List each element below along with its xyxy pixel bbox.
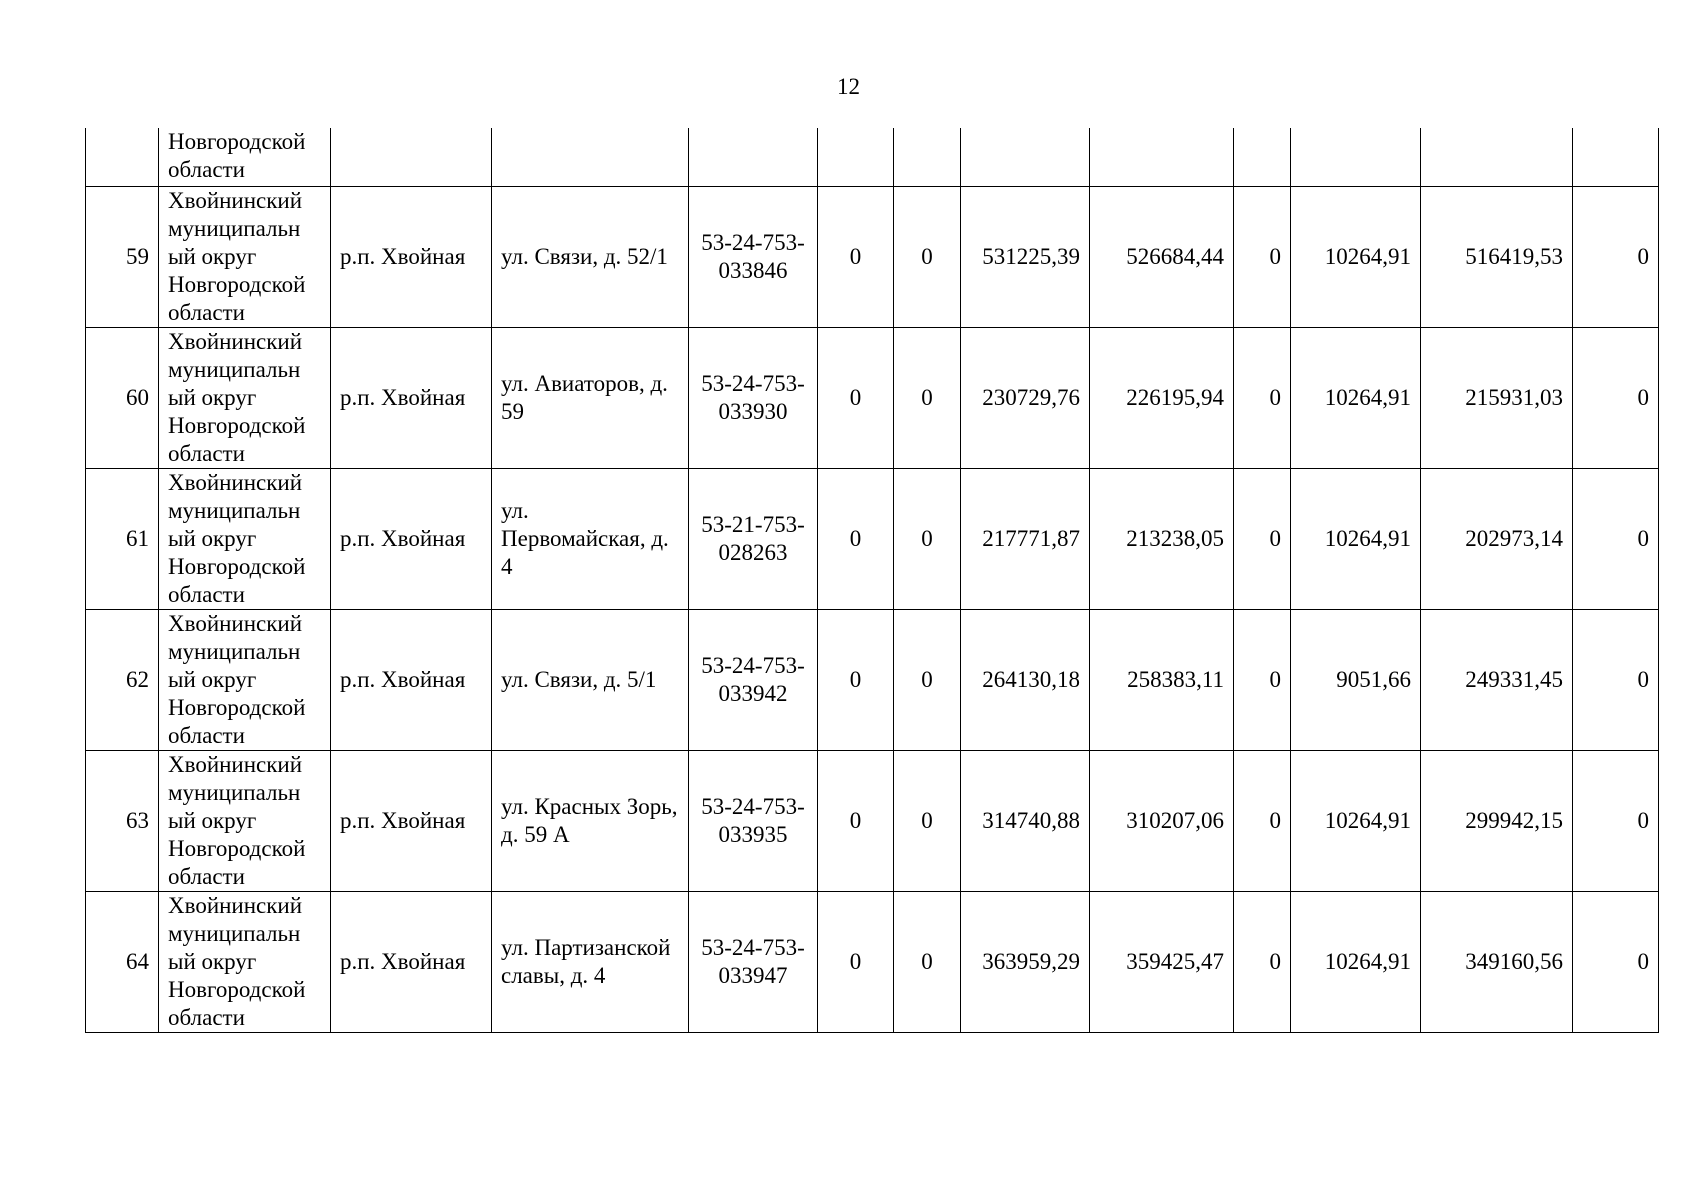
cell-c4: 0 — [1573, 610, 1659, 751]
cell-region — [159, 187, 331, 328]
cell-c1 — [818, 128, 894, 187]
region-line: области — [168, 441, 245, 466]
cell-c1: 0 — [818, 328, 894, 469]
cell-code: 53-24-753-033846 — [689, 187, 818, 328]
cell-v3: 9051,66 — [1291, 610, 1421, 751]
cell-c1: 0 — [818, 610, 894, 751]
cell-no: 64 — [86, 892, 159, 1033]
cell-c1: 0 — [818, 892, 894, 1033]
cell-v2: 310207,06 — [1090, 751, 1234, 892]
data-table — [85, 128, 1659, 1033]
table-row — [86, 469, 1659, 610]
table-row — [86, 328, 1659, 469]
cell-c2: 0 — [894, 469, 961, 610]
region-line: ый округ — [168, 385, 257, 410]
cell-c4 — [1573, 128, 1659, 187]
cell-region — [159, 128, 331, 187]
table-row — [86, 187, 1659, 328]
cell-address: ул. Связи, д. 5/1 — [492, 610, 689, 751]
cell-v4 — [1421, 128, 1573, 187]
region-line: муниципальн — [168, 921, 301, 946]
cell-v2: 226195,94 — [1090, 328, 1234, 469]
cell-c2: 0 — [894, 892, 961, 1033]
cell-c3: 0 — [1234, 187, 1291, 328]
cell-code — [689, 128, 818, 187]
cell-v2 — [1090, 128, 1234, 187]
cell-v1: 217771,87 — [961, 469, 1090, 610]
cell-address: ул. Связи, д. 52/1 — [492, 187, 689, 328]
cell-code: 53-21-753-028263 — [689, 469, 818, 610]
cell-v4: 249331,45 — [1421, 610, 1573, 751]
cell-c4: 0 — [1573, 892, 1659, 1033]
region-line: области — [168, 1005, 245, 1030]
cell-no: 60 — [86, 328, 159, 469]
cell-v2: 213238,05 — [1090, 469, 1234, 610]
cell-c4: 0 — [1573, 751, 1659, 892]
cell-c3: 0 — [1234, 610, 1291, 751]
region-line: области — [168, 864, 245, 889]
region-line: области — [168, 582, 245, 607]
cell-c3: 0 — [1234, 892, 1291, 1033]
cell-region — [159, 328, 331, 469]
cell-v3: 10264,91 — [1291, 751, 1421, 892]
cell-v3: 10264,91 — [1291, 187, 1421, 328]
region-line: муниципальн — [168, 780, 301, 805]
cell-v4: 349160,56 — [1421, 892, 1573, 1033]
region-line: области — [168, 300, 245, 325]
cell-address: ул. Авиаторов, д. 59 — [492, 328, 689, 469]
cell-no: 62 — [86, 610, 159, 751]
cell-v3: 10264,91 — [1291, 469, 1421, 610]
region-line: Новгородской — [168, 977, 306, 1002]
cell-c2 — [894, 128, 961, 187]
cell-v4: 202973,14 — [1421, 469, 1573, 610]
cell-settlement: р.п. Хвойная — [331, 892, 492, 1033]
region-line: Новгородской — [168, 695, 306, 720]
cell-region — [159, 751, 331, 892]
region-line: ый округ — [168, 808, 257, 833]
cell-c3: 0 — [1234, 751, 1291, 892]
region-line: Новгородской — [168, 836, 306, 861]
cell-c3: 0 — [1234, 469, 1291, 610]
cell-v2: 526684,44 — [1090, 187, 1234, 328]
region-line: муниципальн — [168, 216, 301, 241]
cell-address — [492, 128, 689, 187]
region-line: Новгородской — [168, 413, 306, 438]
region-line: муниципальн — [168, 357, 301, 382]
cell-address: ул. Первомайская, д. 4 — [492, 469, 689, 610]
cell-v2: 258383,11 — [1090, 610, 1234, 751]
region-line: Новгородской — [168, 272, 306, 297]
region-line: Новгородской — [168, 129, 306, 154]
cell-v3: 10264,91 — [1291, 892, 1421, 1033]
region-line: Хвойнинский — [168, 893, 303, 918]
region-line: ый округ — [168, 949, 257, 974]
cell-settlement: р.п. Хвойная — [331, 751, 492, 892]
cell-no — [86, 128, 159, 187]
cell-c1: 0 — [818, 751, 894, 892]
region-line: Хвойнинский — [168, 329, 303, 354]
cell-c4: 0 — [1573, 469, 1659, 610]
cell-v1: 264130,18 — [961, 610, 1090, 751]
cell-region — [159, 610, 331, 751]
cell-v4: 516419,53 — [1421, 187, 1573, 328]
cell-v2: 359425,47 — [1090, 892, 1234, 1033]
table-rows — [86, 187, 1659, 1033]
region-line: области — [168, 157, 245, 182]
cell-code: 53-24-753-033930 — [689, 328, 818, 469]
region-line: Хвойнинский — [168, 752, 303, 777]
cell-v4: 215931,03 — [1421, 328, 1573, 469]
cell-c2: 0 — [894, 328, 961, 469]
cell-code: 53-24-753-033942 — [689, 610, 818, 751]
table-row — [86, 892, 1659, 1033]
cell-settlement: р.п. Хвойная — [331, 187, 492, 328]
cell-code: 53-24-753-033935 — [689, 751, 818, 892]
table-row — [86, 751, 1659, 892]
cell-no: 63 — [86, 751, 159, 892]
region-line: Хвойнинский — [168, 188, 303, 213]
cell-v1: 363959,29 — [961, 892, 1090, 1033]
cell-settlement — [331, 128, 492, 187]
cell-region — [159, 892, 331, 1033]
cell-region — [159, 469, 331, 610]
region-line: Хвойнинский — [168, 470, 303, 495]
cell-v4: 299942,15 — [1421, 751, 1573, 892]
region-line: ый округ — [168, 526, 257, 551]
page-number: 12 — [837, 74, 860, 99]
cell-c1: 0 — [818, 469, 894, 610]
cell-address: ул. Партизанской славы, д. 4 — [492, 892, 689, 1033]
cell-c1: 0 — [818, 187, 894, 328]
cell-v1: 230729,76 — [961, 328, 1090, 469]
table-row-continuation — [86, 128, 1659, 187]
cell-c3 — [1234, 128, 1291, 187]
region-line: муниципальн — [168, 498, 301, 523]
cell-no: 61 — [86, 469, 159, 610]
cell-v1: 314740,88 — [961, 751, 1090, 892]
cell-c3: 0 — [1234, 328, 1291, 469]
cell-c4: 0 — [1573, 328, 1659, 469]
region-line: области — [168, 723, 245, 748]
cell-settlement: р.п. Хвойная — [331, 328, 492, 469]
region-line: муниципальн — [168, 639, 301, 664]
cell-c2: 0 — [894, 751, 961, 892]
table-row — [86, 610, 1659, 751]
cell-address: ул. Красных Зорь, д. 59 А — [492, 751, 689, 892]
cell-v3 — [1291, 128, 1421, 187]
region-line: ый округ — [168, 667, 257, 692]
region-line: Новгородской — [168, 554, 306, 579]
region-line: Хвойнинский — [168, 611, 303, 636]
cell-v1 — [961, 128, 1090, 187]
cell-no: 59 — [86, 187, 159, 328]
cell-c2: 0 — [894, 187, 961, 328]
cell-v3: 10264,91 — [1291, 328, 1421, 469]
cell-v1: 531225,39 — [961, 187, 1090, 328]
region-line: ый округ — [168, 244, 257, 269]
cell-c2: 0 — [894, 610, 961, 751]
cell-settlement: р.п. Хвойная — [331, 610, 492, 751]
cell-c4: 0 — [1573, 187, 1659, 328]
cell-settlement: р.п. Хвойная — [331, 469, 492, 610]
cell-code: 53-24-753-033947 — [689, 892, 818, 1033]
